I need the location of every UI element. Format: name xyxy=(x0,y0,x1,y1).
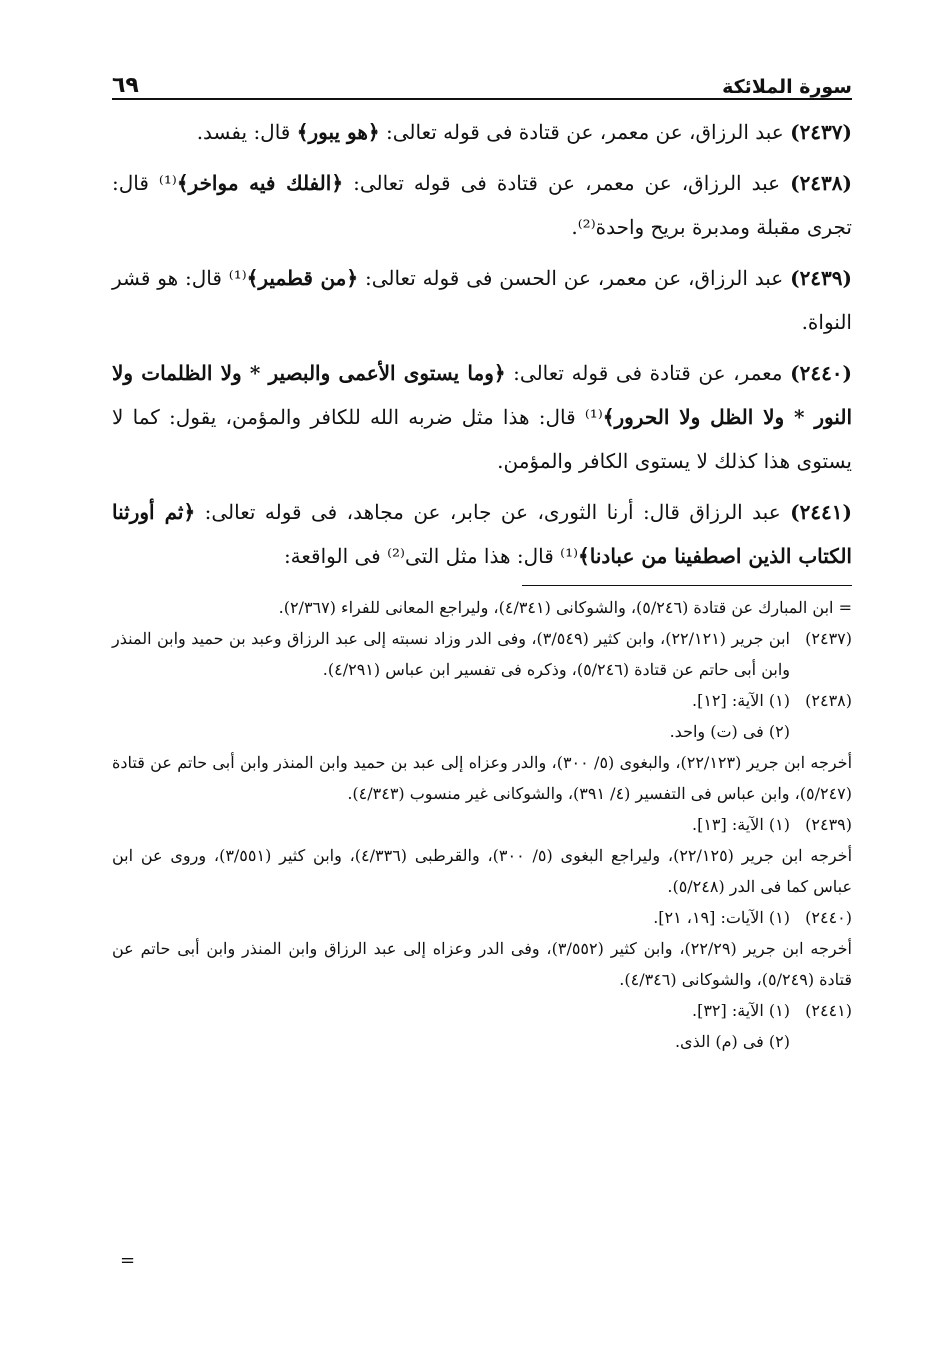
quran-quote: ﴿هو يبور﴾ xyxy=(296,120,380,144)
entry-number: (٢٤٤١) xyxy=(790,500,852,524)
entry-text: معمر، عن قتادة فى قوله تعالى: xyxy=(505,361,783,385)
entry-number: (٢٤٣٨) xyxy=(790,171,852,195)
entry-text: ⁽¹⁾ قال: هذا مثل التى⁽²⁾ فى الواقعة: xyxy=(283,544,579,568)
footnote-2439 xyxy=(112,809,852,840)
footnote-text: (١) الآية: [١٢]. xyxy=(691,691,790,710)
entry-2439 xyxy=(112,256,852,344)
footnote-carryover: = ابن المبارك عن قتادة (٥/٢٤٦)، والشوكانى (٤/٣٤١)، وليراجع المعانى للفراء (٢/٣٦٧). xyxy=(278,598,852,617)
entry-2440 xyxy=(112,351,852,483)
footnote-text: (٢) فى (ت) واحد. xyxy=(669,722,790,741)
entry-number: (٢٤٣٩) xyxy=(790,266,852,290)
entry-text: عبد الرزاق، عن معمر، عن قتادة فى قوله تعالى: xyxy=(379,120,784,144)
entry-2438 xyxy=(112,161,852,249)
entry-text: ⁽¹⁾ قال: هذا مثل ضربه الله للكافر والمؤمن، يقول: كما لا يستوى هذا كذلك لا يستوى الكافر والمؤمن. xyxy=(112,405,852,473)
footnote-label: (٢٤٣٨) xyxy=(805,691,852,710)
footnote-text: ابن جرير (٢٢/١٢١)، وابن كثير (٣/٥٤٩)، وفى الدر وزاد نسبته إلى عبد الرزاق وعبد بن حميد وابن المنذر وابن أبى حاتم عن قتادة (٥/٢٤٦)، وذكره فى تفسير ابن عباس (٤/٢٩١). xyxy=(112,629,790,679)
quran-quote: ﴿ثم أورثنا الكتاب الذين اصطفينا من عبادنا﴾ xyxy=(112,500,852,568)
quran-quote: ﴿وما يستوى الأعمى والبصير * ولا الظلمات ولا النور * ولا الظل ولا الحرور﴾ xyxy=(112,361,852,429)
entry-text: عبد الرزاق قال: أرنا الثورى، عن جابر، عن مجاهد، فى قوله تعالى: xyxy=(195,500,781,524)
footnote-2438 xyxy=(112,685,852,716)
page xyxy=(112,62,852,1057)
entry-text: ⁽¹⁾ قال: تجرى مقبلة ومدبرة بريح واحدة⁽²⁾. xyxy=(112,171,852,239)
footnote-2440 xyxy=(112,902,852,933)
entry-number: (٢٤٣٧) xyxy=(790,120,852,144)
footnote-2441 xyxy=(112,995,852,1026)
footnote-label: (٢٤٤٠) xyxy=(805,908,852,927)
sura-title: سورة الملائكة xyxy=(722,76,852,98)
footnote-text: أخرجه ابن جرير (٢٢/١٢٣)، والبغوى (٥/ ٣٠٠)، والدر وعزاه إلى عبد بن حميد وابن المنذر وابن أبى حاتم عن قتادة (٥/٢٤٧)، وابن عباس فى التفسير (٤/ ٣٩١)، والشوكانى غير منسوب (٤/٣٤٣). xyxy=(112,753,853,803)
footnotes xyxy=(112,592,852,1057)
footnote-separator xyxy=(522,585,852,586)
entry-2441 xyxy=(112,490,852,578)
entry-text: عبد الرزاق، عن معمر، عن الحسن فى قوله تعالى: xyxy=(358,266,784,290)
footnote-label: (٢٤٣٧) xyxy=(805,629,852,648)
continuation-mark: = xyxy=(120,1250,136,1271)
footnote-text: (١) الآيات: [١٩، ٢١]. xyxy=(653,908,790,927)
footnote-2437 xyxy=(112,623,852,685)
footnote-text: أخرجه ابن جرير (٢٢/٢٩)، وابن كثير (٣/٥٥٢)، وفى الدر وعزاه إلى عبد الرزاق وابن المنذر وابن أبى حاتم عن قتادة (٥/٢٤٩)، والشوكانى (٤/٣٤٦). xyxy=(112,939,852,989)
entry-2437 xyxy=(112,110,852,154)
entry-text: عبد الرزاق، عن معمر، عن قتادة فى قوله تعالى: xyxy=(343,171,781,195)
footnote-text: (١) الآية: [١٣]. xyxy=(691,815,790,834)
footnote-label: (٢٤٣٩) xyxy=(805,815,852,834)
footnote-text: أخرجه ابن جرير (٢٢/١٢٥)، وليراجع البغوى (٥/ ٣٠٠)، والقرطبى (٤/٣٣٦)، وابن كثير (٣/٥٥١)، وروى عن ابن عباس كما فى الدر (٥/٢٤٨). xyxy=(112,846,853,896)
page-number: ٦٩ xyxy=(112,73,139,98)
footnote-label: (٢٤٤١) xyxy=(805,1001,852,1020)
footnote-text: (٢) فى (م) الذى. xyxy=(674,1032,790,1051)
quran-quote: ﴿الفلك فيه مواخر﴾ xyxy=(176,171,344,195)
entry-text: قال: يفسد. xyxy=(196,120,297,144)
entry-text: ⁽¹⁾ قال: هو قشر النواة. xyxy=(112,266,852,334)
main-text xyxy=(112,110,852,578)
page-header xyxy=(112,62,852,100)
footnote-text: (١) الآية: [٣٢]. xyxy=(691,1001,790,1020)
quran-quote: ﴿من قطمير﴾ xyxy=(246,266,359,290)
entry-number: (٢٤٤٠) xyxy=(790,361,853,385)
